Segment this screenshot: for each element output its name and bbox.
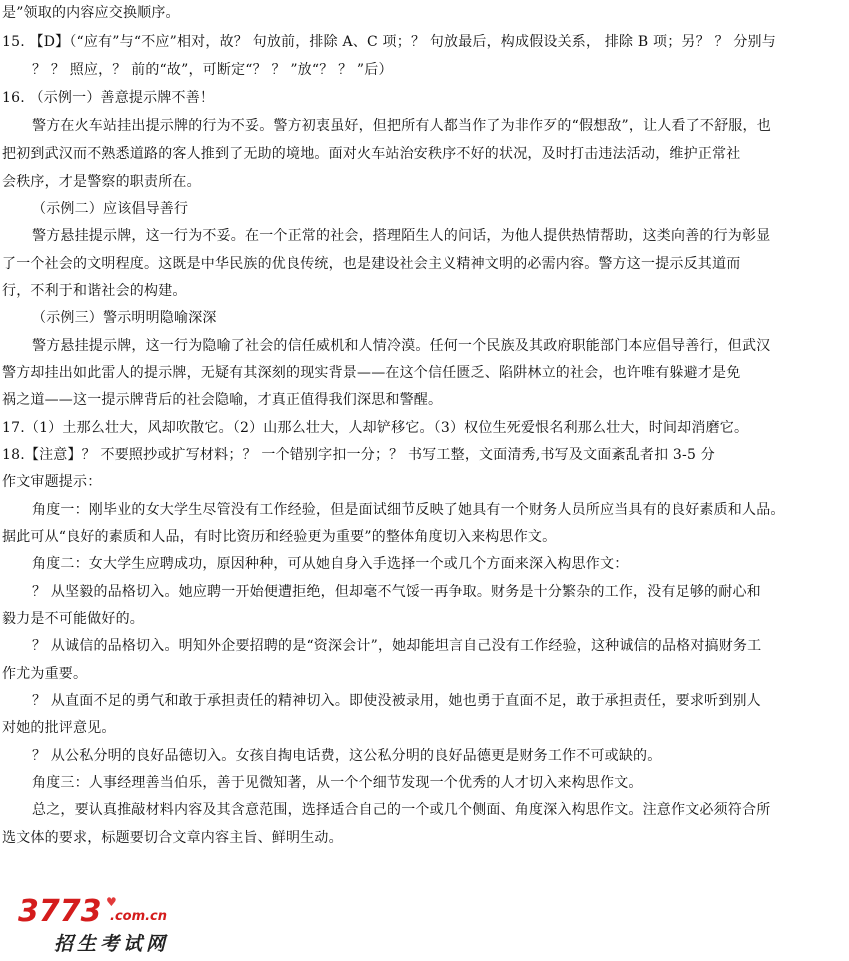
- text-line: 警方却挂出如此雷人的提示牌，无疑有其深刻的现实背景——在这个信任匮乏、陷阱林立的社会，也许唯有躲避才是免: [2, 365, 741, 381]
- text-line: 把初到武汉而不熟悉道路的客人推到了无助的境地。面对火车站治安秩序不好的状况，及时打击违法活动，维护正常社: [2, 146, 741, 162]
- text-line: （示例二）应该倡导善行: [32, 201, 189, 217]
- logo-number: 3773: [18, 894, 102, 929]
- text-line: 据此可从“良好的素质和人品，有时比资历和经验更为重要”的整体角度切入来构思作文。: [2, 529, 557, 545]
- text-line: 角度一：刚毕业的女大学生尽管没有工作经验，但是面试细节反映了她具有一个财务人员所应当具有的良好素质和人品。: [32, 502, 785, 518]
- text-line: 角度二：女大学生应聘成功，原因种种，可从她自身入手选择一个或几个方面来深入构思作文：: [32, 556, 629, 572]
- text-line: 作文审题提示：: [2, 474, 102, 490]
- text-line: 总之，要认真推敲材料内容及其含意范围，选择适合自己的一个或几个侧面、角度深入构思作文。注意作文必须符合所: [32, 802, 771, 818]
- text-line: 是”领取的内容应交换顺序。: [2, 5, 180, 21]
- text-line: 17.（1）土那么壮大，风却吹散它。（2）山那么壮大，人却铲移它。（3）权位生死爱恨名利那么壮大，时间却消磨它。: [2, 420, 749, 436]
- text-line: 18.【注意】？ 不要照抄或扩写材料；？ 一个错别字扣一分；？ 书写工整，文面清秀,书写及文面紊乱者扣 3-5 分: [2, 447, 715, 463]
- text-line: ？ ？ 照应，？ 前的“故”，可断定“？ ？ ”放“？ ？ ”后）: [32, 62, 393, 78]
- text-line: ？ 从诚信的品格切入。明知外企要招聘的是“资深会计”，她却能坦言自己没有工作经验，这种诚信的品格对搞财务工: [32, 638, 762, 654]
- text-line: 对她的批评意见。: [2, 720, 116, 736]
- logo-domain: .com.cn: [110, 909, 168, 924]
- site-logo: [18, 895, 178, 957]
- heart-icon: ♥: [106, 895, 117, 909]
- text-line: （示例三）警示明明隐喻深深: [32, 310, 217, 326]
- text-line: 行，不利于和谐社会的构建。: [2, 283, 187, 299]
- text-line: 祸之道——这一提示牌背后的社会隐喻，才真正值得我们深思和警醒。: [2, 392, 443, 408]
- text-line: ？ 从直面不足的勇气和敢于承担责任的精神切入。即使没被录用，她也勇于直面不足，敢于承担责任，要求听到别人: [32, 693, 761, 709]
- text-line: 作尤为重要。: [2, 666, 88, 682]
- text-line: 警方悬挂提示牌，这一行为不妥。在一个正常的社会，搭理陌生人的问话，为他人提供热情帮助，这类向善的行为彰显: [32, 228, 771, 244]
- text-line: 角度三：人事经理善当伯乐，善于见微知著，从一个个细节发现一个优秀的人才切入来构思作文。: [32, 775, 643, 791]
- text-line: ？ 从坚毅的品格切入。她应聘一开始便遭拒绝，但却毫不气馁一再争取。财务是十分繁杂的工作，没有足够的耐心和: [32, 584, 761, 600]
- text-line: 选文体的要求，标题要切合文章内容主旨、鲜明生动。: [2, 830, 343, 846]
- text-line: 毅力是不可能做好的。: [2, 611, 144, 627]
- text-line: 会秩序，才是警察的职责所在。: [2, 174, 201, 190]
- text-line: 警方悬挂提示牌，这一行为隐喻了社会的信任威机和人情冷漠。任何一个民族及其政府职能部门本应倡导善行，但武汉: [32, 338, 771, 354]
- text-line: 15. 【D】（“应有”与“不应”相对，故？ 句放前，排除 A、C 项；？ 句放最后，构成假设关系， 排除 B 项；另？ ？ 分别与: [2, 34, 776, 50]
- text-line: 16. （示例一）善意提示牌不善！: [2, 90, 215, 106]
- text-line: 了一个社会的文明程度。这既是中华民族的优良传统，也是建设社会主义精神文明的必需内容。警方这一提示反其道而: [2, 256, 741, 272]
- logo-subtitle: 招生考试网: [54, 933, 170, 955]
- text-line: ？ 从公私分明的良好品德切入。女孩自掏电话费，这公私分明的良好品德更是财务工作不可或缺的。: [32, 748, 662, 764]
- text-line: 警方在火车站挂出提示牌的行为不妥。警方初衷虽好，但把所有人都当作了为非作歹的“假想敌”，让人看了不舒服，也: [32, 118, 771, 134]
